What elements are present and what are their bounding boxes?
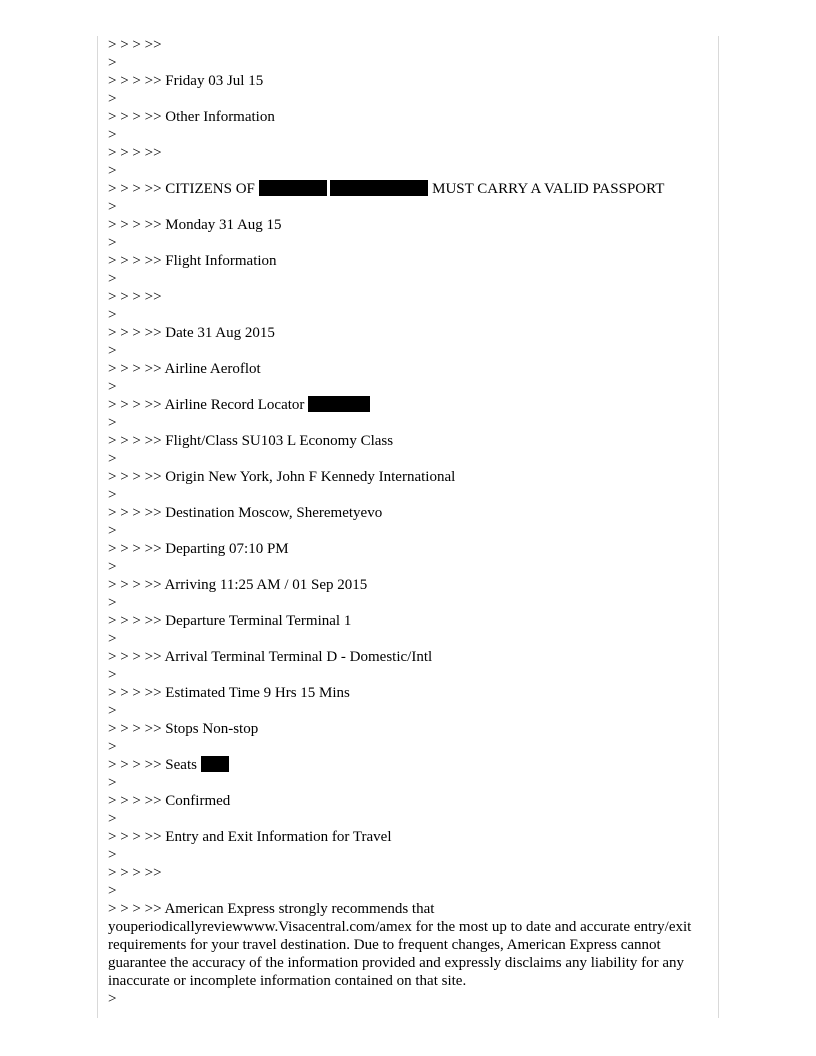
seats xyxy=(108,756,708,774)
flight-class: > > > >> Flight/Class SU103 L Economy Class xyxy=(108,433,394,449)
quote-marker: > xyxy=(108,415,117,431)
redaction-bar xyxy=(201,756,229,772)
passport-notice-suffix: MUST CARRY A VALID PASSPORT xyxy=(432,181,665,197)
quote-marker: > xyxy=(108,847,117,863)
quote-marker: > xyxy=(108,883,117,899)
quoted-line: > > > >> xyxy=(108,289,162,305)
redaction-bar xyxy=(330,180,428,196)
quote-marker: > xyxy=(108,811,117,827)
arrival-terminal: > > > >> Arrival Terminal Terminal D - Domestic/Intl xyxy=(108,649,433,665)
flight-date: > > > >> Date 31 Aug 2015 xyxy=(108,325,275,341)
quote-marker: > xyxy=(108,271,117,287)
quote-marker: > xyxy=(108,163,117,179)
quote-marker: > xyxy=(108,559,117,575)
left-margin-rule xyxy=(97,36,98,1018)
passport-notice-prefix: > > > >> CITIZENS OF xyxy=(108,181,255,197)
airline: > > > >> Airline Aeroflot xyxy=(108,361,261,377)
stops: > > > >> Stops Non-stop xyxy=(108,721,259,737)
departure-terminal: > > > >> Departure Terminal Terminal 1 xyxy=(108,613,352,629)
quote-marker: > xyxy=(108,523,117,539)
flight-information-heading: > > > >> Flight Information xyxy=(108,253,277,269)
destination: > > > >> Destination Moscow, Sheremetyevo xyxy=(108,505,383,521)
quote-marker: > xyxy=(108,739,117,755)
quoted-line: > > > >> xyxy=(108,865,162,881)
arriving-time: > > > >> Arriving 11:25 AM / 01 Sep 2015 xyxy=(108,577,368,593)
flight-date-heading: > > > >> Monday 31 Aug 15 xyxy=(108,217,282,233)
record-locator-label: > > > >> Airline Record Locator xyxy=(108,397,305,413)
quote-marker: > xyxy=(108,775,117,791)
quote-marker: > xyxy=(108,487,117,503)
quote-marker: > xyxy=(108,91,117,107)
quote-marker: > xyxy=(108,55,117,71)
amex-disclaimer: > > > >> American Express strongly recommends that youperiodicallyreviewwww.Visacentral.com/amex for the most up to date and accurate entry/exit requirements for your travel destination. Due to frequent changes, American Express cannot guarantee the accuracy of the information provided and expressly disclaims any liability for any inaccurate or incomplete information contained on that site. xyxy=(108,901,692,989)
redaction-bar xyxy=(308,396,370,412)
quote-marker: > xyxy=(108,379,117,395)
other-information-heading: > > > >> Other Information xyxy=(108,109,275,125)
quote-marker: > xyxy=(108,307,117,323)
quote-marker: > xyxy=(108,343,117,359)
quote-marker: > xyxy=(108,199,117,215)
record-locator xyxy=(108,396,708,414)
quoted-line: > > > >> xyxy=(108,37,162,53)
quote-marker: > xyxy=(108,631,117,647)
entry-exit-heading: > > > >> Entry and Exit Information for Travel xyxy=(108,829,392,845)
forwarded-email-body xyxy=(108,36,708,1008)
trip-start-date: > > > >> Friday 03 Jul 15 xyxy=(108,73,264,89)
passport-notice xyxy=(108,180,708,198)
quote-marker: > xyxy=(108,235,117,251)
quoted-line: > > > >> xyxy=(108,145,162,161)
estimated-time: > > > >> Estimated Time 9 Hrs 15 Mins xyxy=(108,685,350,701)
quote-marker: > xyxy=(108,127,117,143)
quote-marker: > xyxy=(108,667,117,683)
quote-marker: > xyxy=(108,991,117,1007)
departing-time: > > > >> Departing 07:10 PM xyxy=(108,541,289,557)
redaction-bar xyxy=(259,180,327,196)
booking-status: > > > >> Confirmed xyxy=(108,793,231,809)
quote-marker: > xyxy=(108,703,117,719)
right-margin-rule xyxy=(718,36,719,1018)
origin: > > > >> Origin New York, John F Kennedy International xyxy=(108,469,456,485)
quote-marker: > xyxy=(108,595,117,611)
seats-label: > > > >> Seats xyxy=(108,757,197,773)
quote-marker: > xyxy=(108,451,117,467)
